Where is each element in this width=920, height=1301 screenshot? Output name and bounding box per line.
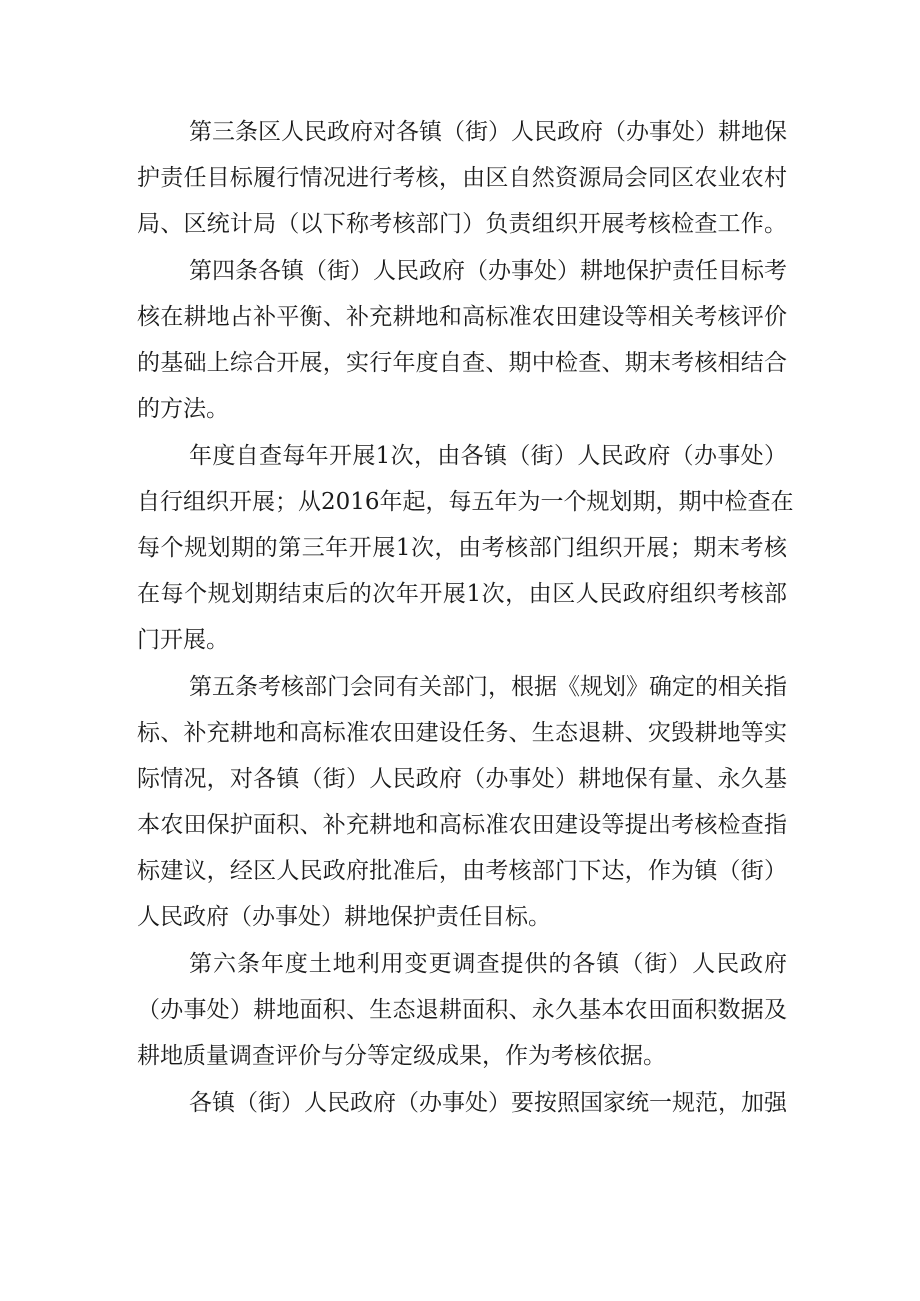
article-4-line-1: 第四条各镇（街）人民政府（办事处）耕地保护责任目标考	[189, 258, 787, 284]
article-5-line-3: 际情况，对各镇（街）人民政府（办事处）耕地保有量、永久基	[137, 766, 787, 792]
article-5-line-1: 第五条考核部门会同有关部门，根据《规划》确定的相关指	[189, 674, 787, 700]
article-3-line-3: 局、区统计局（以下称考核部门）负责组织开展考核检查工作。	[137, 211, 787, 237]
article-3-line-1: 第三条区人民政府对各镇（街）人民政府（办事处）耕地保	[189, 119, 787, 145]
article-6-line-3: 耕地质量调查评价与分等定级成果，作为考核依据。	[137, 1043, 666, 1069]
article-6-line-2: （办事处）耕地面积、生态退耕面积、永久基本农田面积数据及	[137, 997, 787, 1023]
article-5-line-4: 本农田保护面积、补充耕地和高标准农田建设等提出考核检查指	[137, 812, 787, 838]
self-check-line-2: 自行组织开展；从2016年起，每五年为一个规划期，期中检查在	[137, 489, 794, 515]
final-paragraph-line-1: 各镇（街）人民政府（办事处）要按照国家统一规范，加强	[189, 1090, 787, 1116]
article-4-line-2: 核在耕地占补平衡、补充耕地和高标准农田建设等相关考核评价	[137, 304, 787, 330]
article-4-line-3: 的基础上综合开展，实行年度自查、期中检查、期末考核相结合	[137, 350, 787, 376]
article-5-line-2: 标、补充耕地和高标准农田建设任务、生态退耕、灾毁耕地等实	[137, 720, 787, 746]
self-check-line-5: 门开展。	[137, 627, 229, 653]
article-6-line-1: 第六条年度土地利用变更调查提供的各镇（街）人民政府	[189, 951, 787, 977]
article-5-line-5: 标建议，经区人民政府批准后，由考核部门下达，作为镇（街）	[137, 858, 787, 884]
article-4-line-4: 的方法。	[137, 396, 229, 422]
self-check-line-4: 在每个规划期结束后的次年开展1次，由区人民政府组织考核部	[137, 581, 787, 607]
self-check-line-1: 年度自查每年开展1次，由各镇（街）人民政府（办事处）	[189, 443, 787, 469]
article-3-line-2: 护责任目标履行情况进行考核，由区自然资源局会同区农业农村	[137, 165, 787, 191]
self-check-line-3: 每个规划期的第三年开展1次，由考核部门组织开展；期末考核	[137, 535, 787, 561]
article-5-line-6: 人民政府（办事处）耕地保护责任目标。	[137, 904, 551, 930]
